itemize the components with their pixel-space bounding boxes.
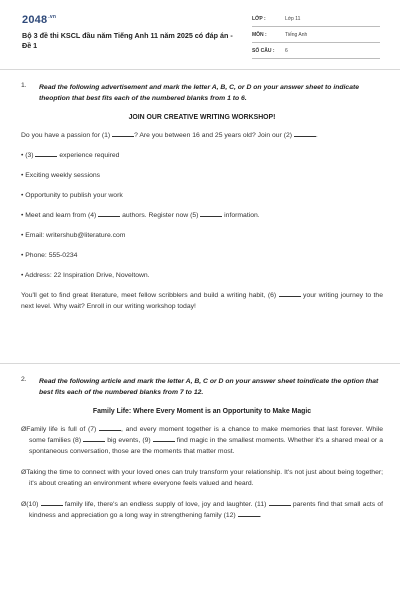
passage-heading: JOIN OUR CREATIVE WRITING WORKSHOP! [128,114,276,121]
meta-value: Tiếng Anh [285,32,308,38]
list-item: • Email: writershub@literature.com [21,232,126,239]
list-item: • Address: 22 Inspiration Drive, Noveltown. [21,272,150,279]
answer-blank[interactable] [153,435,175,442]
passage-heading: Family Life: Where Every Moment is an Opportunity to Make Magic [92,408,312,415]
meta-key: SỐ CÂU : [252,48,275,54]
answer-blank[interactable] [83,435,105,442]
passage-paragraph: Do you have a passion for (1) ? Are you between 16 and 25 years old? Join our (2) . [21,132,318,139]
meta-value: 6 [285,48,288,54]
document-title: Bộ 3 đề thi KSCL đầu năm Tiếng Anh 11 năm 2025 có đáp án - Đề 1 [22,31,233,50]
answer-blank[interactable] [41,499,63,506]
meta-key: MÔN : [252,32,267,38]
passage-paragraph: Ø(10) family life, there's an endless supply of love, joy and laughter. (11) parents find that small acts of kindness and appreciation go a long way in strengthening family (12) . [21,501,384,519]
list-item: • Exciting weekly sessions [21,172,101,179]
site-logo[interactable]: $2048^{.vn}$ [22,14,57,26]
header-divider [0,69,400,70]
answer-blank[interactable] [294,130,316,137]
meta-value: Lớp 11 [285,16,301,22]
list-item: • Phone: 555-0234 [21,252,78,259]
answer-blank[interactable] [112,130,134,137]
question-2 [21,376,383,531]
list-item: • Meet and learn from (4) authors. Register now (5) information. [21,212,260,219]
passage-paragraph: You'll get to find great literature, meet fellow scribblers and build a writing habit, (6) your writing journey to the next level. Why wait? Enroll in our writing workshop today! [21,292,383,310]
meta-panel [252,13,380,61]
question-instruction: Read the following advertisement and mark the letter A, B, C, or D on your answer sheet to indicate theoption that best fits each of the numbered blanks from 1 to 6. [39,84,360,102]
answer-blank[interactable] [99,424,121,431]
meta-key: LỚP : [252,16,266,22]
passage-paragraph: ØTaking the time to connect with your loved ones can truly transform your relationship. It's not just about being together; it's about creating an environment where everyone feels valued and heard. [21,469,383,487]
section-divider [0,363,400,364]
answer-blank[interactable] [98,210,120,217]
meta-row-subject [252,29,380,43]
question-number: 2. [21,376,27,383]
answer-blank[interactable] [269,499,291,506]
question-instruction: Read the following article and mark the letter A, B, C or D on your answer sheet toindicate the option that best fits each of the numbered blanks from 7 to 12. [39,378,379,396]
answer-blank[interactable] [238,510,260,517]
page-header [0,0,400,62]
passage-paragraph: ØFamily life is full of (7) , and every moment together is a chance to make memories that last forever. While some families (8) big events, (9) find magic in the smallest moments. Whether it's a shared meal or a spontaneous conversation, those are the moments that matter most. [21,426,384,455]
meta-row-count [252,45,380,59]
meta-row-class [252,13,380,27]
answer-blank[interactable] [200,210,222,217]
list-item: • Opportunity to publish your work [21,192,123,199]
question-1 [21,82,383,322]
answer-blank[interactable] [279,290,301,297]
list-item: • (3) experience required [21,152,120,159]
answer-blank[interactable] [35,150,57,157]
question-number: 1. [21,82,27,89]
